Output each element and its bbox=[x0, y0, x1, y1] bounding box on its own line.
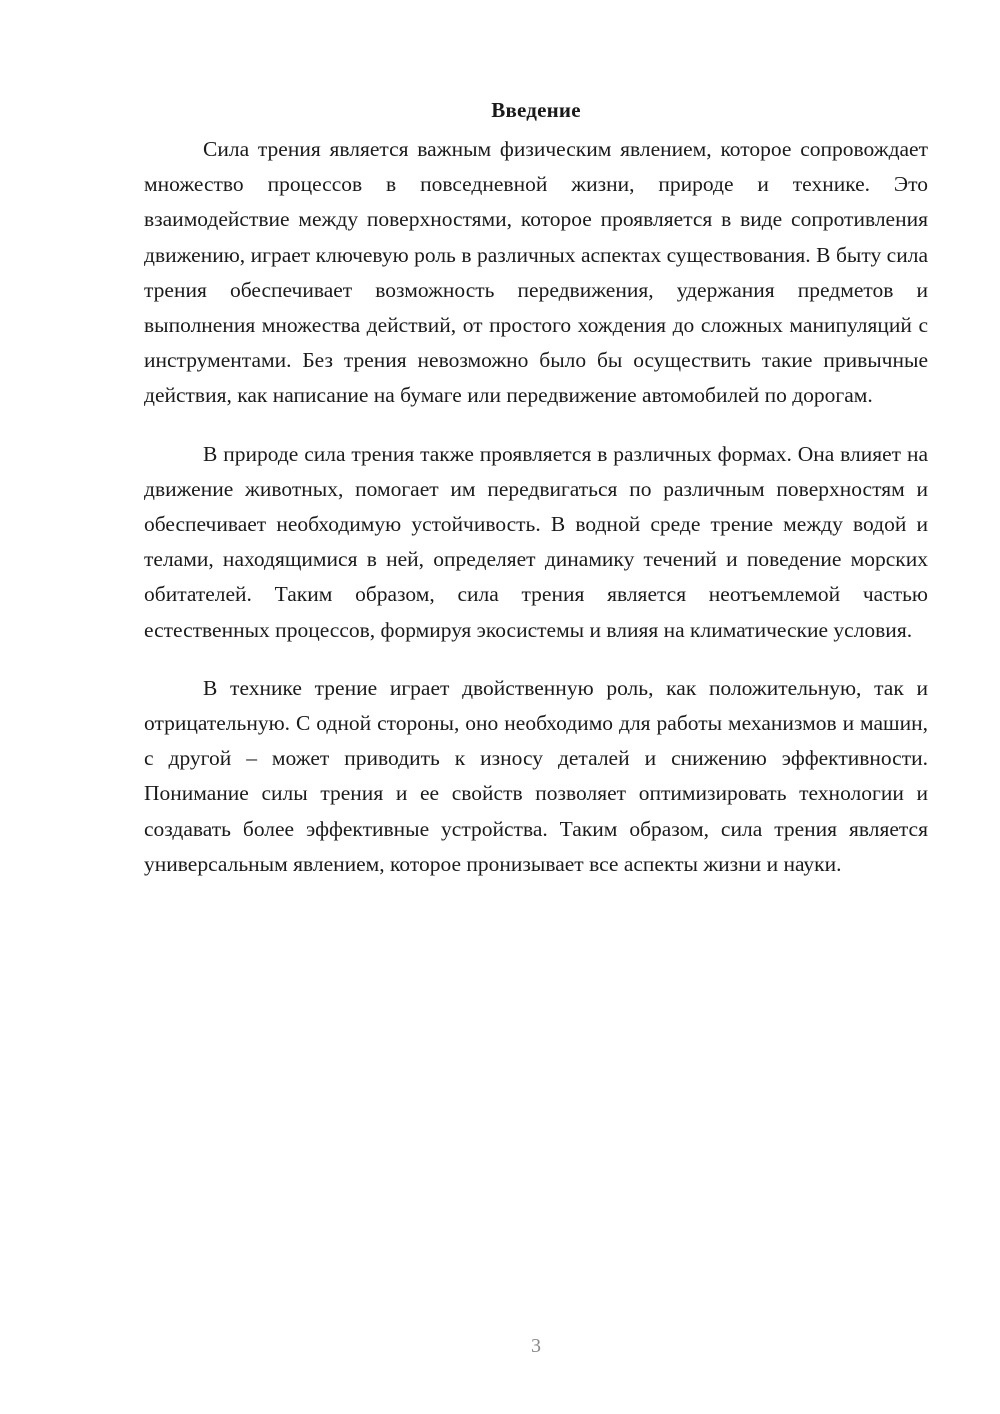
paragraph-1: Сила трения является важным физическим явлением, которое сопровождает множество процессов в повседневной жизни, природе и технике. Это взаимодействие между поверхностями, которое проявляется в виде сопротивления движению, играет ключевую роль в различных аспектах существования. В быту сила трения обеспечивает возможность передвижения, удержания предметов и выполнения множества действий, от простого хождения до сложных манипуляций с инструментами. Без трения невозможно было бы осуществить такие привычные действия, как написание на бумаге или передвижение автомобилей по дорогам. bbox=[144, 137, 928, 408]
paragraph-3: В технике трение играет двойственную роль, как положительную, так и отрицательную. С одной стороны, оно необходимо для работы механизмов и машин, с другой – может приводить к износу деталей и снижению эффективности. Понимание силы трения и ее свойств позволяет оптимизировать технологии и создавать более эффективные устройства. Таким образом, сила трения является универсальным явлением, которое пронизывает все аспекты жизни и науки. bbox=[144, 675, 928, 876]
page-body bbox=[144, 95, 928, 882]
page-number: 3 bbox=[531, 1335, 541, 1357]
section-heading: Введение bbox=[491, 98, 581, 122]
paragraph-2: В природе сила трения также проявляется в различных формах. Она влияет на движение животных, помогает им передвигаться по различным поверхностям и обеспечивает необходимую устойчивость. В водной среде трение между водой и телами, находящимися в ней, определяет динамику течений и поведение морских обитателей. Таким образом, сила трения является неотъемлемой частью естественных процессов, формируя экосистемы и влияя на климатические условия. bbox=[144, 441, 928, 642]
